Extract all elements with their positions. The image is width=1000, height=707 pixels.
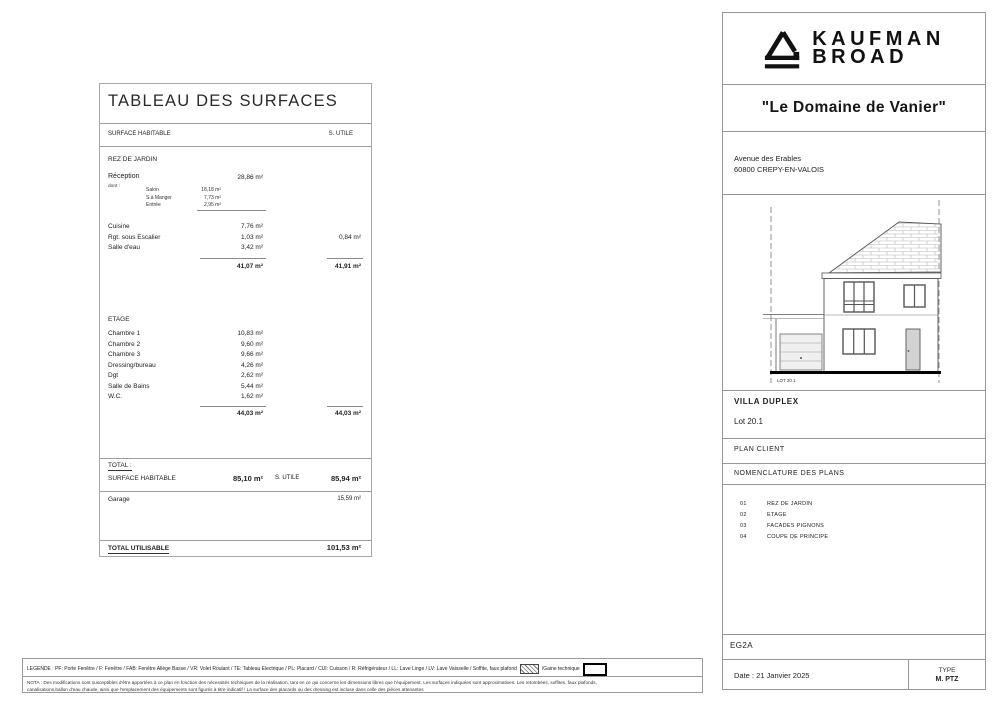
row-label: Dgt [108, 372, 119, 379]
garage-label: Garage [108, 496, 130, 503]
nota-block [27, 680, 700, 694]
rez-total-value: 41,07 m² [236, 263, 263, 270]
row-value: 28,86 m² [237, 173, 263, 181]
nota-line2: canalisations,ballon d'eau chaude, ainsi que l'emplacement des équipements sont figurés à titre indicatif / La surface des placards ou des dressing est incluse dans celle des pièces attenantes [27, 686, 424, 692]
row-value: 4,26 m² [240, 361, 263, 369]
address-section [723, 131, 985, 194]
sub-label: S.à Manger [146, 194, 172, 201]
total-habitable-label: SURFACE HABITABLE [108, 475, 176, 482]
total-utile-value: 85,94 m² [330, 474, 361, 483]
surfaces-table [99, 83, 372, 557]
plan-client-section [723, 438, 985, 463]
total-utile-label: S. UTILE [275, 475, 300, 481]
type-cell [908, 660, 985, 689]
brand-name [812, 28, 945, 68]
row-value: 3,42 m² [240, 244, 263, 251]
plan-label: FACADES PIGNONS [767, 523, 825, 529]
eave-fascia [822, 273, 941, 279]
code-section [723, 634, 985, 659]
plan-label: COUPE DE PRINCIPE [767, 534, 829, 540]
row-label: Chambre 1 [108, 330, 141, 337]
row-label: Chambre 2 [108, 340, 141, 348]
project-title: "Le Domaine de Vanier" [761, 99, 947, 116]
address-line1: Avenue des Erables [734, 154, 801, 163]
legend-text: LEGENDE : PF: Porte Fenêtre / F: Fenêtre / FAB: Fenêtre Allège Basse / VR: Volet Roulant / TE: Tableau Electrique / PL: Placard / CUI: Cuisson / R: Réfrigérateur / LL: Lave Linge / LV: Lave Vaisselle / Soffite, faux plafond [27, 666, 517, 672]
divider [100, 540, 371, 541]
total-utilisable-value: 101,53 m² [326, 543, 361, 552]
brand-line1: KAUFMAN [812, 28, 945, 50]
section-etage: ETAGE [108, 316, 130, 323]
faux-plafond-hatch-swatch-icon [520, 664, 539, 674]
ground-floor-window [843, 329, 875, 354]
row-value: 9,60 m² [240, 340, 263, 348]
row-value: 7,76 m² [240, 223, 263, 230]
gaine-technique-swatch-icon [583, 663, 607, 676]
garage-value: 15,59 m² [337, 496, 361, 502]
row-label: Rgt. sous Escalier [108, 234, 161, 241]
row-label: Cuisine [108, 223, 130, 230]
elevation-drawing-section [723, 194, 985, 390]
plan-label: ETAGE [767, 512, 787, 518]
column-header-habitable: SURFACE HABITABLE [108, 131, 171, 137]
divider [23, 676, 702, 677]
brand-section [723, 13, 985, 84]
plan-number: 04 [740, 534, 747, 540]
section-rez-de-jardin: REZ DE JARDIN [108, 156, 158, 163]
row-label: W.C. [108, 393, 123, 400]
sub-value: 7,73 m² [204, 194, 221, 201]
row-value: 10,83 m² [237, 330, 263, 337]
upper-right-window [904, 285, 925, 307]
divider [100, 146, 371, 147]
rez-total-utile: 41,91 m² [334, 263, 361, 270]
plan-label: REZ DE JARDIN [767, 501, 813, 507]
sub-value: 2,95 m² [204, 202, 221, 208]
type-label: TYPE [938, 666, 956, 674]
plan-client-label: PLAN CLIENT [734, 446, 785, 453]
plan-list-item [740, 501, 812, 507]
sub-total-rule [197, 210, 266, 211]
column-header-utile: S. UTILE [328, 131, 353, 137]
sub-label: Salon [146, 187, 159, 193]
total-rule [200, 258, 266, 259]
legend-row [27, 663, 700, 676]
table-title: TABLEAU DES SURFACES [108, 92, 339, 110]
plan-number: 03 [740, 523, 747, 529]
row-value: 2,62 m² [240, 372, 263, 379]
type-value: M. PTZ [935, 675, 959, 683]
plan-list-item [740, 523, 824, 529]
total-label: TOTAL : [108, 462, 132, 469]
total-habitable-value: 85,10 m² [232, 474, 263, 483]
project-title-section [723, 84, 985, 131]
roof [829, 222, 941, 273]
villa-section [723, 390, 985, 438]
divider [100, 491, 371, 492]
sheet-code: EG2A [730, 641, 753, 650]
etage-total-value: 44,03 m² [236, 410, 263, 417]
legend-note-box [22, 658, 703, 693]
house-elevation-drawing [723, 195, 985, 390]
row-utile: 0,84 m² [338, 234, 361, 241]
garage-door-handle [800, 357, 802, 359]
brand-line2: BROAD [812, 45, 909, 68]
legend-text-gaine: /Gaine technique [541, 666, 580, 672]
divider [100, 458, 371, 459]
nota-line1: NOTA : Des modifications sont susceptibles d'être apportées à ce plan en fonction des nécessités techniques de la réalisation, tant en ce qui concerne les dimensions libres que l'équipement. Les surfaces indiquées sont approximatives. Les retombées, soffites, faux plafonds, [27, 680, 597, 685]
sub-label: Entrée [146, 202, 161, 208]
row-value: 5,44 m² [240, 382, 263, 390]
divider [100, 123, 371, 124]
title-block [722, 12, 986, 690]
row-value: 1,62 m² [240, 393, 263, 400]
entry-door [906, 329, 920, 370]
row-label: Chambre 3 [108, 351, 141, 358]
nomenclature-header [723, 463, 985, 484]
date-label: Date : 21 Janvier 2025 [734, 671, 810, 680]
dont-label: dont : [108, 184, 121, 189]
sub-value: 18,18 m² [201, 187, 221, 193]
total-utilisable-label: TOTAL UTILISABLE [108, 545, 170, 552]
plan-number: 02 [740, 512, 747, 518]
kaufman-broad-logo-icon [763, 29, 803, 69]
row-label: Salle d'eau [108, 244, 140, 251]
address-line2: 60800 CREPY-EN-VALOIS [734, 165, 825, 174]
lot-number: Lot 20.1 [734, 417, 763, 426]
upper-left-window [844, 282, 874, 312]
total-rule [327, 258, 363, 259]
row-label: Salle de Bains [108, 382, 150, 390]
row-value: 1,03 m² [240, 234, 263, 241]
total-rule [327, 406, 363, 407]
date-type-section [723, 659, 985, 689]
lot-tag: LOT 20.1 [777, 378, 796, 383]
row-value: 9,66 m² [240, 351, 263, 358]
plan-number: 01 [740, 501, 747, 507]
nomenclature-list [723, 484, 985, 634]
villa-type: VILLA DUPLEX [734, 397, 799, 406]
nomenclature-title: NOMENCLATURE DES PLANS [734, 470, 845, 477]
total-rule [200, 406, 266, 407]
row-label: Réception [108, 173, 140, 180]
plan-list-item [740, 512, 787, 518]
row-label: Dressing/bureau [108, 361, 156, 369]
etage-total-utile: 44,03 m² [334, 410, 361, 417]
plan-list-item [740, 534, 828, 540]
